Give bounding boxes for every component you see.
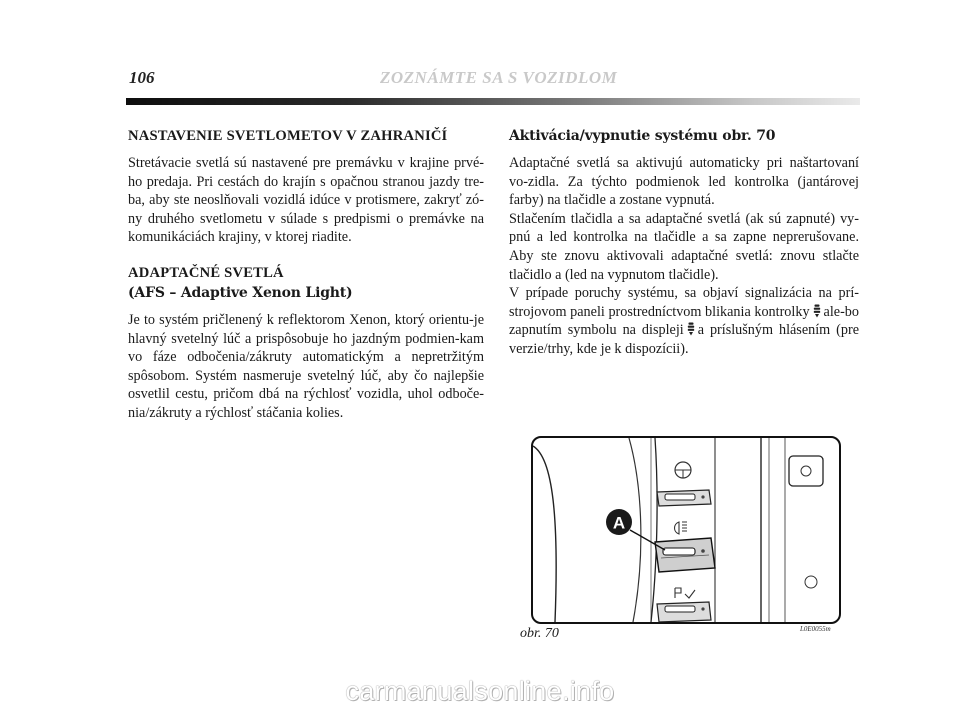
activation-heading: Aktivácia/vypnutie systému obr. 70 [509, 128, 776, 144]
header-rule [126, 98, 860, 105]
activation-text-1: Adaptačné svetlá sa aktivujú automaticky pri naštartovaní vo-zidla. Za týchto podmienok led kontrolka (jantárovej farby) na tlačidle a zostane vypnutá. [509, 155, 859, 209]
page-number: 106 [129, 68, 155, 87]
activation-text-2: Stlačením tlačidla a sa adaptačné svetlá (ak sú zapnuté) vy-pnú a led kontrolka na tlačidle a sa zapne neprerušovane. Aby ste znovu aktivovali adaptačné svetlá: znovu stlačte tlačidlo a (led na vypnutom tlačidle). [509, 210, 859, 283]
right-column [509, 126, 859, 359]
figure-caption: obr. 70 [520, 626, 559, 641]
afs-display-symbol-icon [687, 322, 695, 336]
running-title: ZOZNÁMTE SA S VOZIDLOM [380, 68, 618, 87]
section-subheading-afs: (AFS – Adaptive Xenon Light) [128, 284, 353, 301]
activation-text-3a: V prípade poruchy systému, sa objaví signalizácia na prí-strojovom paneli prostredníctvom blikania kontrolky [509, 285, 859, 320]
dashboard-switch-figure [531, 436, 841, 624]
watermark: carmanualsonline.info [345, 676, 615, 706]
activation-text-3c: a príslušným hlásením (pre verzie/trhy, kde je k dispozícii). [509, 322, 859, 357]
callout-a-label: A [612, 513, 626, 533]
adaptive-lights-text: Je to systém pričlenený k reflektorom Xenon, ktorý orientu-je hlavný svetelný lúč a prispôsobuje ho jazdným podmien-kam vo fáze odbočenia/zákruty automatickým a nepretržitým spôsobom. Systém nasmeruje svetelný lúč, aby čo najlepšie osvetlil cestu, pričom dbá na rýchlosť vozidla, uhol odboče-nia/zákruty a rýchlosť stáčania kolies. [128, 311, 484, 421]
afs-warning-icon [813, 304, 821, 318]
section-heading-adaptive-lights: ADAPTAČNÉ SVETLÁ [128, 264, 284, 281]
activation-text-3b: ale-bo zapnutím symbolu na displeji [509, 303, 859, 339]
left-column [128, 126, 484, 423]
activation-text-3 [509, 284, 859, 358]
section-heading-headlamp-adjustment: NASTAVENIE SVETLOMETOV V ZAHRANIČÍ [128, 128, 448, 144]
headlamp-adjustment-text: Stretávacie svetlá sú nastavené pre premávku v krajine prvé-ho predaja. Pri cestách do krajín s opačnou stranou jazdy tre-ba, aby ste neoslňovali vozidlá idúce v protismere, zakryť zó-ny druhého svetlometu v súlade s predpismi o premávke na komunikáciách krajiny, v ktorej riadite. [128, 155, 484, 246]
figure-code: L0E0055m [800, 625, 831, 633]
switch-panel-drawing [533, 438, 839, 622]
